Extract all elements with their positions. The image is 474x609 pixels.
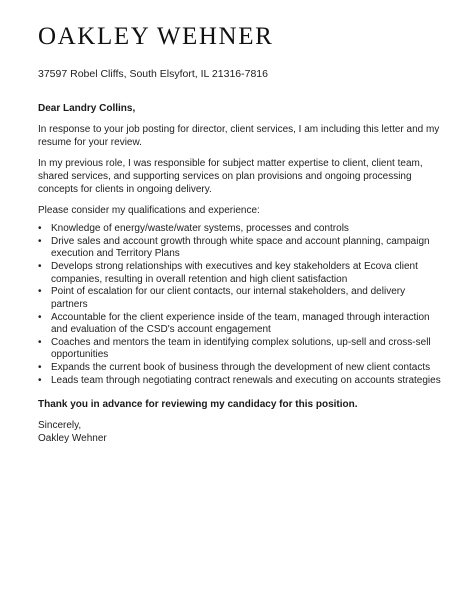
bullet-icon: • [38, 235, 42, 247]
list-item [38, 337, 442, 362]
bullet-icon: • [38, 362, 42, 374]
cover-letter [38, 22, 442, 445]
bullet-icon: • [38, 375, 42, 387]
bullet-icon: • [38, 261, 42, 273]
signer-name: Oakley Wehner [38, 432, 107, 444]
list-item-text: Knowledge of energy/waste/water systems, processes and controls [51, 223, 349, 234]
list-item-text: Coaches and mentors the team in identifying complex solutions, up-sell and cross-sell opportunities [51, 336, 431, 361]
bullet-icon: • [38, 311, 42, 323]
experience-paragraph: In my previous role, I was responsible for subject matter expertise to client, client team, shared services, and supporting services on plan provisions and ongoing processing concepts for clients in ongoing delivery. [38, 158, 423, 195]
intro-paragraph: In response to your job posting for director, client services, I am including this letter and my resume for your review. [38, 124, 440, 148]
list-item-text: Point of escalation for our client contacts, our internal stakeholders, and delivery partners [51, 286, 406, 310]
bullet-icon: • [38, 336, 42, 348]
list-item-text: Expands the current book of business through the development of new client contacts [51, 362, 431, 374]
list-item [38, 375, 442, 388]
applicant-name: OAKLEY WEHNER [38, 23, 274, 50]
list-item-text: Accountable for the client experience inside of the team, managed through interaction and evaluation of the CSD's account engagement [51, 311, 430, 336]
salutation: Dear Landry Collins, [38, 103, 136, 114]
list-item [38, 286, 442, 311]
list-item [38, 362, 442, 375]
signoff: Sincerely, [38, 419, 82, 431]
list-item [38, 261, 442, 286]
list-item [38, 236, 442, 261]
qualifications-list [38, 223, 442, 388]
closing-statement: Thank you in advance for reviewing my candidacy for this position. [38, 398, 358, 410]
list-item [38, 223, 442, 236]
list-item [38, 312, 442, 337]
list-item-text: Leads team through negotiating contract renewals and executing on accounts strategies [51, 375, 441, 387]
applicant-address: 37597 Robel Cliffs, South Elsyfort, IL 21316-7816 [38, 68, 268, 80]
list-item-text: Develops strong relationships with executives and key stakeholders at Ecova client companies, resulting in overall retention and high client satisfaction [51, 261, 418, 285]
list-item-text: Drive sales and account growth through white space and account planning, campaign execution and Territory Plans [51, 235, 430, 260]
bullet-icon: • [38, 286, 42, 298]
qualifications-lead-in: Please consider my qualifications and experience: [38, 205, 260, 216]
bullet-icon: • [38, 223, 42, 234]
